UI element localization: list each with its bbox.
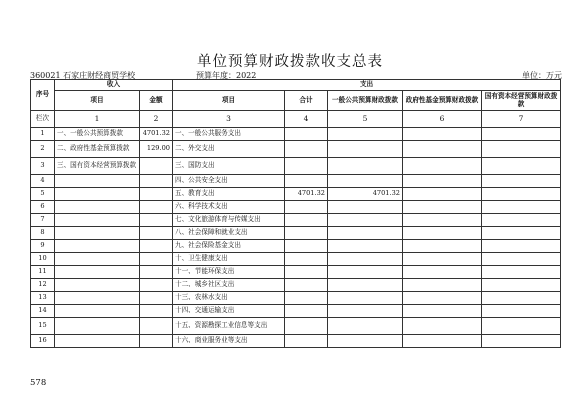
row-income-item (55, 253, 140, 266)
table-row (31, 188, 561, 201)
row-general-budget (328, 128, 403, 141)
row-total (285, 201, 328, 214)
row-seq: 9 (31, 240, 55, 253)
row-general-budget (328, 266, 403, 279)
table-row (31, 158, 561, 175)
header-expense-item: 项目 (173, 91, 285, 111)
budget-year: 预算年度：2022 (196, 71, 257, 80)
row-seq: 14 (31, 305, 55, 318)
row-state-capital (482, 305, 561, 318)
row-seq: 15 (31, 318, 55, 335)
row-income-item: 一、一般公共预算拨款 (55, 128, 140, 141)
row-total (285, 158, 328, 175)
row-seq: 10 (31, 253, 55, 266)
col-number: 7 (482, 111, 561, 128)
row-expense-item: 五、教育支出 (173, 188, 285, 201)
row-income-item (55, 266, 140, 279)
row-state-capital (482, 292, 561, 305)
row-seq: 1 (31, 128, 55, 141)
header-seq: 序号 (31, 80, 55, 111)
table-row (31, 266, 561, 279)
col-number: 6 (403, 111, 482, 128)
row-seq: 11 (31, 266, 55, 279)
row-total (285, 305, 328, 318)
row-seq: 7 (31, 214, 55, 227)
row-amount (140, 175, 173, 188)
row-state-capital (482, 214, 561, 227)
column-number-row (31, 111, 561, 128)
row-gov-fund (403, 188, 482, 201)
row-total (285, 279, 328, 292)
row-general-budget (328, 175, 403, 188)
row-income-item (55, 214, 140, 227)
row-general-budget: 4701.32 (328, 188, 403, 201)
row-state-capital (482, 188, 561, 201)
row-expense-item: 十二、城乡社区支出 (173, 279, 285, 292)
row-total (285, 266, 328, 279)
table-row (31, 253, 561, 266)
row-general-budget (328, 279, 403, 292)
row-amount: 4701.32 (140, 128, 173, 141)
row-expense-item: 十、卫生健康支出 (173, 253, 285, 266)
row-gov-fund (403, 175, 482, 188)
header-total: 合计 (285, 91, 328, 111)
row-general-budget (328, 214, 403, 227)
row-income-item (55, 279, 140, 292)
document-title: 单位预算财政拨款收支总表 (197, 54, 383, 70)
row-general-budget (328, 227, 403, 240)
row-general-budget (328, 158, 403, 175)
row-general-budget (328, 335, 403, 348)
row-total (285, 318, 328, 335)
row-expense-item: 一、一般公共服务支出 (173, 128, 285, 141)
row-total (285, 128, 328, 141)
row-income-item (55, 188, 140, 201)
row-total (285, 240, 328, 253)
row-total (285, 335, 328, 348)
page-number: 578 (30, 378, 47, 388)
row-amount (140, 201, 173, 214)
row-seq: 16 (31, 335, 55, 348)
row-expense-item: 二、外交支出 (173, 141, 285, 158)
row-expense-item: 六、科学技术支出 (173, 201, 285, 214)
header-state-capital: 国有资本经营预算财政拨款 (482, 91, 561, 111)
col-number: 4 (285, 111, 328, 128)
row-amount (140, 188, 173, 201)
row-expense-item: 九、社会保险基金支出 (173, 240, 285, 253)
row-state-capital (482, 253, 561, 266)
row-amount (140, 335, 173, 348)
row-total (285, 253, 328, 266)
col-number: 5 (328, 111, 403, 128)
table-row (31, 201, 561, 214)
row-expense-item: 十四、交通运输支出 (173, 305, 285, 318)
row-gov-fund (403, 214, 482, 227)
row-income-item (55, 201, 140, 214)
table-row (31, 279, 561, 292)
row-amount (140, 214, 173, 227)
row-state-capital (482, 128, 561, 141)
table-row (31, 175, 561, 188)
row-income-item (55, 240, 140, 253)
row-expense-item: 七、文化旅游体育与传媒支出 (173, 214, 285, 227)
row-total: 4701.32 (285, 188, 328, 201)
row-expense-item: 十五、资源勘探工业信息等支出 (173, 318, 285, 335)
col-number: 3 (173, 111, 285, 128)
row-expense-item: 十一、节能环保支出 (173, 266, 285, 279)
row-expense-item: 三、国防支出 (173, 158, 285, 175)
row-total (285, 141, 328, 158)
row-total (285, 214, 328, 227)
header-income: 收入 (55, 80, 173, 91)
table-row (31, 214, 561, 227)
row-gov-fund (403, 201, 482, 214)
row-income-item: 二、政府性基金预算拨款 (55, 141, 140, 158)
row-amount (140, 305, 173, 318)
row-total (285, 292, 328, 305)
row-gov-fund (403, 128, 482, 141)
row-expense-item: 十六、商业服务业等支出 (173, 335, 285, 348)
row-amount (140, 318, 173, 335)
row-state-capital (482, 141, 561, 158)
table-row (31, 141, 561, 158)
row-general-budget (328, 253, 403, 266)
row-total (285, 227, 328, 240)
row-amount (140, 292, 173, 305)
row-amount (140, 240, 173, 253)
row-gov-fund (403, 292, 482, 305)
row-state-capital (482, 158, 561, 175)
col-number: 2 (140, 111, 173, 128)
row-state-capital (482, 266, 561, 279)
row-state-capital (482, 279, 561, 292)
row-seq: 12 (31, 279, 55, 292)
row-seq: 8 (31, 227, 55, 240)
row-income-item (55, 292, 140, 305)
row-gov-fund (403, 318, 482, 335)
row-seq: 5 (31, 188, 55, 201)
row-state-capital (482, 318, 561, 335)
row-seq: 13 (31, 292, 55, 305)
table-row (31, 305, 561, 318)
row-state-capital (482, 240, 561, 253)
row-amount: 129.00 (140, 141, 173, 158)
col-number: 1 (55, 111, 140, 128)
row-amount (140, 227, 173, 240)
row-seq: 3 (31, 158, 55, 175)
row-income-item: 三、国有资本经营预算拨款 (55, 158, 140, 175)
header-gov-fund: 政府性基金预算财政拨款 (403, 91, 482, 111)
row-general-budget (328, 305, 403, 318)
currency-unit: 单位：万元 (522, 71, 562, 80)
row-gov-fund (403, 305, 482, 318)
row-amount (140, 158, 173, 175)
header-expense: 支出 (173, 80, 561, 91)
row-income-item (55, 305, 140, 318)
row-gov-fund (403, 266, 482, 279)
row-amount (140, 279, 173, 292)
row-general-budget (328, 292, 403, 305)
row-gov-fund (403, 227, 482, 240)
table-row (31, 240, 561, 253)
header-amount: 金额 (140, 91, 173, 111)
row-amount (140, 266, 173, 279)
row-gov-fund (403, 279, 482, 292)
row-expense-item: 十三、农林水支出 (173, 292, 285, 305)
row-state-capital (482, 227, 561, 240)
row-amount (140, 253, 173, 266)
row-expense-item: 八、社会保障和就业支出 (173, 227, 285, 240)
row-state-capital (482, 175, 561, 188)
row-state-capital (482, 201, 561, 214)
row-income-item (55, 227, 140, 240)
row-income-item (55, 335, 140, 348)
table-row (31, 128, 561, 141)
row-income-item (55, 318, 140, 335)
row-gov-fund (403, 335, 482, 348)
table-row (31, 292, 561, 305)
header-general-budget: 一般公共预算财政拨款 (328, 91, 403, 111)
table-row (31, 335, 561, 348)
table-row (31, 227, 561, 240)
row-general-budget (328, 240, 403, 253)
label-lanci: 栏次 (31, 111, 55, 128)
table-row (31, 318, 561, 335)
row-gov-fund (403, 240, 482, 253)
row-general-budget (328, 141, 403, 158)
unit-name: 360021 石家庄财经商贸学校 (30, 71, 136, 80)
row-expense-item: 四、公共安全支出 (173, 175, 285, 188)
row-total (285, 175, 328, 188)
row-gov-fund (403, 158, 482, 175)
header-income-item: 项目 (55, 91, 140, 111)
row-seq: 6 (31, 201, 55, 214)
row-seq: 2 (31, 141, 55, 158)
row-general-budget (328, 318, 403, 335)
row-gov-fund (403, 141, 482, 158)
row-state-capital (482, 335, 561, 348)
budget-table (30, 79, 561, 348)
row-general-budget (328, 201, 403, 214)
row-gov-fund (403, 253, 482, 266)
row-seq: 4 (31, 175, 55, 188)
row-income-item (55, 175, 140, 188)
